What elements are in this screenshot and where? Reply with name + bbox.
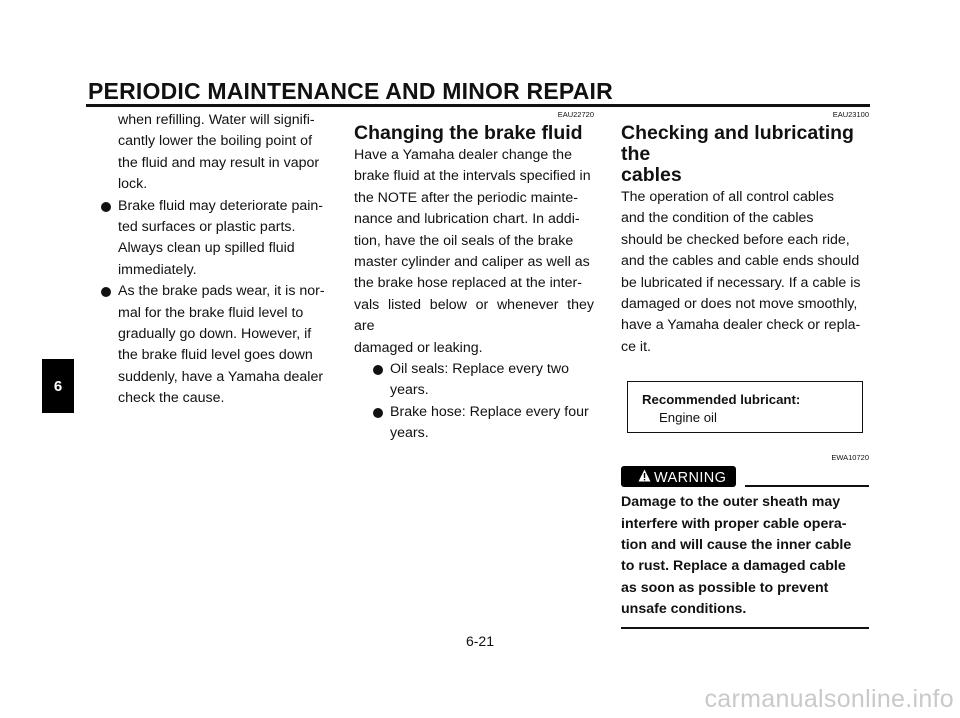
section-heading: Changing the brake fluid: [354, 122, 583, 144]
warning-badge-label: WARNING: [654, 470, 727, 487]
text-line: damaged or leaking.: [354, 339, 483, 356]
text-line: tion, have the oil seals of the brake: [354, 232, 574, 249]
text-line: the brake hose replaced at the inter-: [354, 275, 582, 292]
text-line: Oil seals: Replace every two: [390, 361, 569, 378]
text-line: Always clean up spilled fluid: [118, 240, 295, 257]
text-line: the brake fluid level goes down: [118, 347, 313, 364]
warning-triangle-icon: [638, 469, 651, 482]
text-line: Have a Yamaha dealer change the: [354, 147, 572, 163]
warning-rule: [745, 485, 869, 487]
text-line: interfere with proper cable opera-: [621, 515, 847, 532]
section-heading: [621, 123, 869, 186]
text-line: ce it.: [621, 338, 651, 355]
heading-line: cables: [621, 164, 682, 186]
text-line: master cylinder and caliper as well as: [354, 254, 590, 271]
text-line: lock.: [118, 176, 148, 193]
text-line: mal for the brake fluid level to: [118, 304, 304, 321]
text-line: suddenly, have a Yamaha dealer: [118, 368, 324, 385]
text-line: be lubricated if necessary. If a cable is: [621, 274, 861, 291]
warning-bottom-rule: [621, 627, 869, 629]
paragraph: [621, 187, 869, 358]
text-line: Damage to the outer sheath may: [621, 494, 841, 511]
text-line: tion and will cause the inner cable: [621, 537, 852, 554]
warning-text: [621, 492, 869, 622]
bullet-item: [372, 359, 594, 402]
text-line: The operation of all control cables: [621, 189, 834, 205]
lubricant-value: Engine oil: [659, 410, 717, 426]
text-line: ted surfaces or plastic parts.: [118, 219, 296, 236]
text-line: and the cables and cable ends should: [621, 253, 860, 270]
text-line: the fluid and may result in vapor: [118, 154, 320, 171]
column-2: [354, 110, 594, 445]
text-line: immediately.: [118, 261, 197, 278]
text-line: should be checked before each ride,: [621, 231, 850, 248]
text-line: Brake fluid may deteriorate pain-: [118, 197, 324, 214]
reference-code: EAU22720: [557, 110, 594, 119]
header-rule: [86, 104, 870, 107]
text-line: gradually go down. However, if: [118, 326, 312, 343]
text-line: have a Yamaha dealer check or repla-: [621, 317, 861, 334]
text-line: the NOTE after the periodic mainte-: [354, 189, 578, 206]
bullet-item: [100, 196, 336, 282]
reference-code: EAU23100: [832, 110, 869, 119]
column-3: [621, 110, 869, 629]
text-line: vals listed below or whenever they are: [354, 296, 594, 335]
text-line: unsafe conditions.: [621, 601, 747, 618]
text-line: years.: [390, 425, 429, 442]
text-line: damaged or does not move smoothly,: [621, 296, 858, 313]
chapter-tab: 6: [42, 359, 74, 413]
page-number: 6-21: [465, 633, 495, 649]
text-line: as soon as possible to prevent: [621, 579, 829, 596]
text-line: to rust. Replace a damaged cable: [621, 558, 846, 575]
text-line: nance and lubrication chart. In addi-: [354, 211, 580, 228]
text-line: Brake hose: Replace every four: [390, 403, 589, 420]
text-line: years.: [390, 382, 429, 399]
paragraph: [354, 145, 594, 359]
bullet-item: [100, 281, 336, 409]
warning-badge: [621, 466, 736, 487]
text-line: brake fluid at the intervals specified in: [354, 168, 591, 185]
bullet-list: [372, 359, 594, 445]
watermark: carmanualsonline.info: [704, 685, 954, 713]
text-line: As the brake pads wear, it is nor-: [118, 283, 325, 300]
text-line: cantly lower the boiling point of: [118, 133, 313, 150]
text-line: and the condition of the cables: [621, 210, 814, 227]
section-title: PERIODIC MAINTENANCE AND MINOR REPAIR: [88, 78, 613, 104]
lubricant-label: Recommended lubricant:: [642, 392, 801, 408]
column-1: [100, 110, 336, 410]
text-line: check the cause.: [118, 390, 225, 407]
bullet-item: [372, 402, 594, 445]
continued-paragraph: [118, 110, 336, 196]
heading-line: Checking and lubricating the: [621, 122, 854, 165]
recommended-lubricant-box: [627, 381, 863, 433]
reference-code: EWA10720: [831, 453, 869, 463]
text-line: when refilling. Water will signifi-: [118, 112, 315, 128]
warning-header: [621, 466, 869, 490]
